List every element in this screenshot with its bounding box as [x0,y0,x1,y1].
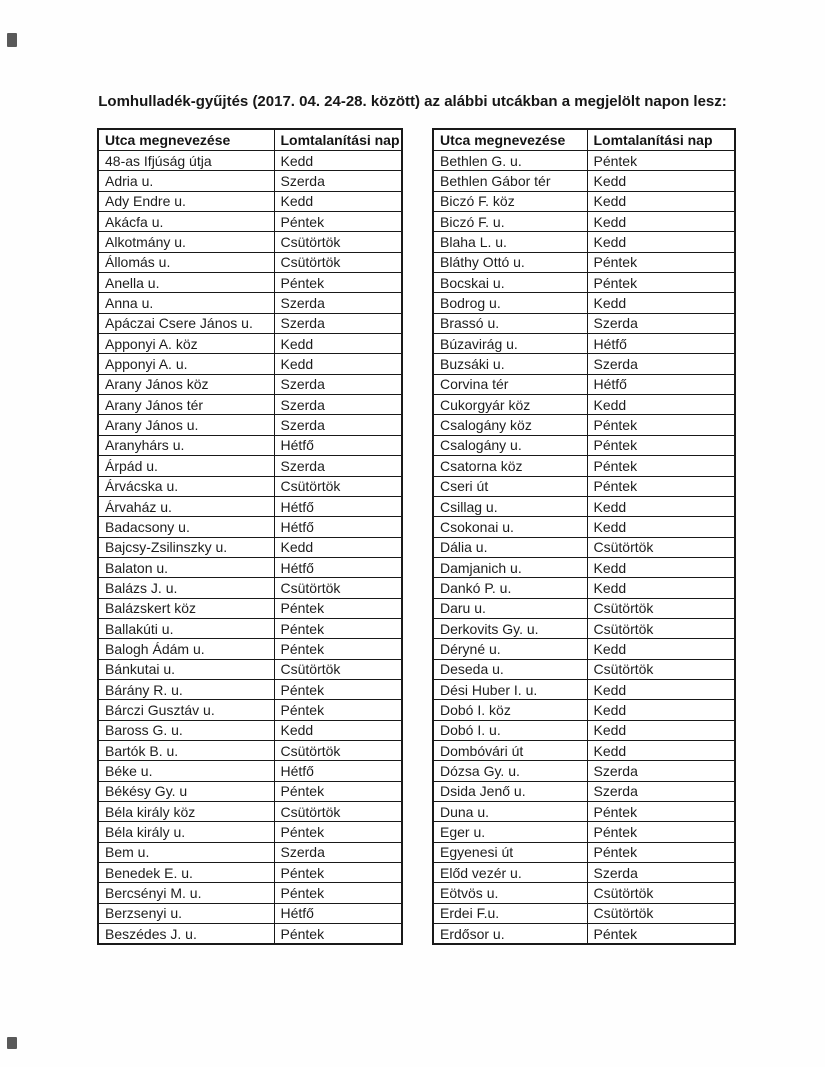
table-row [433,232,735,252]
table-row [98,781,402,801]
street-name-cell: Eger u. [433,822,587,842]
street-name-cell: Béla király köz [98,802,274,822]
table-row [98,863,402,883]
table-row [98,883,402,903]
collection-day-cell: Szerda [274,313,402,333]
table-row [98,578,402,598]
table-row [98,252,402,272]
collection-day-cell: Péntek [587,924,735,945]
table-row [98,191,402,211]
collection-day-cell: Csütörtök [587,659,735,679]
street-name-cell: Bánkutai u. [98,659,274,679]
collection-day-cell: Péntek [274,679,402,699]
collection-day-cell: Csütörtök [274,802,402,822]
table-row [433,883,735,903]
street-name-cell: Bárczi Gusztáv u. [98,700,274,720]
collection-day-cell: Péntek [587,435,735,455]
street-name-cell: Biczó F. köz [433,191,587,211]
table-row [433,618,735,638]
collection-day-cell: Péntek [274,618,402,638]
street-name-cell: Badacsony u. [98,517,274,537]
collection-day-cell: Péntek [587,273,735,293]
column-header-street: Utca megnevezése [98,129,274,151]
table-row [433,334,735,354]
table-row [433,435,735,455]
street-name-cell: Beszédes J. u. [98,924,274,945]
table-row [98,232,402,252]
table-row [433,151,735,171]
street-name-cell: Ady Endre u. [98,191,274,211]
collection-day-cell: Kedd [587,557,735,577]
table-row [98,700,402,720]
collection-day-cell: Kedd [587,212,735,232]
collection-day-cell: Szerda [587,863,735,883]
collection-day-cell: Kedd [587,578,735,598]
street-name-cell: Derkovits Gy. u. [433,618,587,638]
collection-day-cell: Kedd [274,537,402,557]
table-row [433,802,735,822]
street-name-cell: Alkotmány u. [98,232,274,252]
street-name-cell: Bocskai u. [433,273,587,293]
header-row [433,129,735,151]
collection-day-cell: Kedd [274,354,402,374]
street-name-cell: Cukorgyár köz [433,395,587,415]
street-name-cell: Aranyhárs u. [98,435,274,455]
collection-day-cell: Csütörtök [274,740,402,760]
street-name-cell: Akácfa u. [98,212,274,232]
street-name-cell: Deseda u. [433,659,587,679]
collection-day-cell: Csütörtök [274,252,402,272]
collection-day-cell: Péntek [587,822,735,842]
schedule-table-right [432,128,736,945]
street-name-cell: Arany János tér [98,395,274,415]
table-row [433,273,735,293]
table-row [98,151,402,171]
table-row [98,679,402,699]
table-row [98,171,402,191]
collection-day-cell: Péntek [587,842,735,862]
street-name-cell: Béke u. [98,761,274,781]
table-row [433,537,735,557]
table-row [98,639,402,659]
street-name-cell: Benedek E. u. [98,863,274,883]
schedule-tables [97,128,736,945]
collection-day-cell: Kedd [587,639,735,659]
collection-day-cell: Péntek [274,639,402,659]
table-row [98,273,402,293]
table-row [98,374,402,394]
street-name-cell: Csalogány u. [433,435,587,455]
table-row [433,924,735,945]
table-row [98,456,402,476]
collection-day-cell: Péntek [587,456,735,476]
collection-day-cell: Péntek [274,273,402,293]
street-name-cell: Anna u. [98,293,274,313]
table-row [433,598,735,618]
street-name-cell: Balázskert köz [98,598,274,618]
collection-day-cell: Szerda [274,374,402,394]
table-row [98,496,402,516]
collection-day-cell: Hétfő [274,435,402,455]
collection-day-cell: Kedd [274,191,402,211]
collection-day-cell: Csütörtök [587,903,735,923]
street-name-cell: Dsida Jenő u. [433,781,587,801]
collection-day-cell: Kedd [587,700,735,720]
column-header-day: Lomtalanítási nap [274,129,402,151]
street-name-cell: Bethlen Gábor tér [433,171,587,191]
collection-day-cell: Csütörtök [587,598,735,618]
street-name-cell: Anella u. [98,273,274,293]
street-name-cell: Előd vezér u. [433,863,587,883]
street-name-cell: Arany János u. [98,415,274,435]
table-row [98,924,402,945]
column-header-day: Lomtalanítási nap [587,129,735,151]
table-row [433,781,735,801]
street-name-cell: Damjanich u. [433,557,587,577]
collection-day-cell: Csütörtök [587,883,735,903]
collection-day-cell: Kedd [587,740,735,760]
collection-day-cell: Péntek [274,212,402,232]
street-name-cell: Erdősor u. [433,924,587,945]
table-row [433,456,735,476]
table-row [433,252,735,272]
street-name-cell: Balaton u. [98,557,274,577]
collection-day-cell: Péntek [274,781,402,801]
collection-day-cell: Hétfő [587,374,735,394]
collection-day-cell: Kedd [587,517,735,537]
street-name-cell: Csillag u. [433,496,587,516]
collection-day-cell: Hétfő [274,903,402,923]
table-row [98,334,402,354]
street-name-cell: Bodrog u. [433,293,587,313]
street-name-cell: Apponyi A. köz [98,334,274,354]
street-name-cell: Békésy Gy. u [98,781,274,801]
collection-day-cell: Hétfő [274,557,402,577]
collection-day-cell: Szerda [274,842,402,862]
street-name-cell: Csatorna köz [433,456,587,476]
collection-day-cell: Kedd [274,151,402,171]
table-row [98,395,402,415]
street-name-cell: Ballakúti u. [98,618,274,638]
schedule-table-left [97,128,403,945]
collection-day-cell: Péntek [274,700,402,720]
table-row [433,761,735,781]
table-row [98,740,402,760]
street-name-cell: Bárány R. u. [98,679,274,699]
collection-day-cell: Péntek [587,802,735,822]
table-row [433,212,735,232]
table-row [98,903,402,923]
table-row [98,313,402,333]
street-name-cell: Eötvös u. [433,883,587,903]
street-name-cell: Bethlen G. u. [433,151,587,171]
collection-day-cell: Szerda [587,354,735,374]
collection-day-cell: Szerda [587,761,735,781]
collection-day-cell: Kedd [587,191,735,211]
street-name-cell: Bercsényi M. u. [98,883,274,903]
table-row [433,842,735,862]
collection-day-cell: Kedd [587,395,735,415]
collection-day-cell: Hétfő [587,334,735,354]
table-row [433,659,735,679]
table-row [433,374,735,394]
collection-day-cell: Kedd [587,679,735,699]
street-name-cell: Dankó P. u. [433,578,587,598]
street-name-cell: Dési Huber I. u. [433,679,587,699]
street-name-cell: Bem u. [98,842,274,862]
table-row [433,903,735,923]
table-row [433,679,735,699]
table-row [433,557,735,577]
street-name-cell: Dobó I. köz [433,700,587,720]
street-name-cell: Egyenesi út [433,842,587,862]
table-row [98,618,402,638]
table-row [98,842,402,862]
table-row [98,761,402,781]
collection-day-cell: Hétfő [274,496,402,516]
collection-day-cell: Szerda [274,171,402,191]
collection-day-cell: Csütörtök [274,578,402,598]
collection-day-cell: Csütörtök [274,476,402,496]
scan-artifact-mark [7,33,17,47]
street-name-cell: Béla király u. [98,822,274,842]
street-name-cell: Berzsenyi u. [98,903,274,923]
street-name-cell: Apponyi A. u. [98,354,274,374]
street-name-cell: Balázs J. u. [98,578,274,598]
street-name-cell: Bajcsy-Zsilinszky u. [98,537,274,557]
table-row [98,802,402,822]
collection-day-cell: Szerda [274,456,402,476]
table-row [433,354,735,374]
street-name-cell: Búzavirág u. [433,334,587,354]
collection-day-cell: Kedd [587,171,735,191]
table-row [433,191,735,211]
collection-day-cell: Péntek [274,924,402,945]
street-name-cell: Dobó I. u. [433,720,587,740]
collection-day-cell: Szerda [274,293,402,313]
street-name-cell: Corvina tér [433,374,587,394]
table-row [98,557,402,577]
street-name-cell: Déryné u. [433,639,587,659]
column-header-street: Utca megnevezése [433,129,587,151]
table-row [433,415,735,435]
collection-day-cell: Péntek [587,151,735,171]
table-row [98,354,402,374]
collection-day-cell: Péntek [587,252,735,272]
street-name-cell: Adria u. [98,171,274,191]
street-name-cell: Bláthy Ottó u. [433,252,587,272]
table-row [98,517,402,537]
collection-day-cell: Kedd [274,720,402,740]
street-name-cell: Csokonai u. [433,517,587,537]
collection-day-cell: Csütörtök [587,537,735,557]
collection-day-cell: Kedd [587,496,735,516]
collection-day-cell: Szerda [274,415,402,435]
scan-artifact-mark [7,1037,17,1049]
table-row [98,720,402,740]
street-name-cell: Cseri út [433,476,587,496]
table-row [98,537,402,557]
collection-day-cell: Péntek [274,822,402,842]
table-row [433,578,735,598]
document-title: Lomhulladék-gyűjtés (2017. 04. 24-28. között) az alábbi utcákban a megjelölt napon lesz: [98,93,727,110]
table-row [433,822,735,842]
street-name-cell: Árvácska u. [98,476,274,496]
street-name-cell: 48-as Ifjúság útja [98,151,274,171]
street-name-cell: Baross G. u. [98,720,274,740]
table-row [433,863,735,883]
table-row [433,293,735,313]
table-row [433,517,735,537]
collection-day-cell: Hétfő [274,517,402,537]
header-row [98,129,402,151]
table-row [98,822,402,842]
table-row [433,700,735,720]
table-row [433,496,735,516]
street-name-cell: Dózsa Gy. u. [433,761,587,781]
table-row [98,659,402,679]
street-name-cell: Erdei F.u. [433,903,587,923]
table-row [98,476,402,496]
collection-day-cell: Péntek [587,476,735,496]
table-row [433,313,735,333]
street-name-cell: Állomás u. [98,252,274,272]
collection-day-cell: Szerda [587,781,735,801]
collection-day-cell: Hétfő [274,761,402,781]
street-name-cell: Árpád u. [98,456,274,476]
collection-day-cell: Csütörtök [274,232,402,252]
table-row [98,435,402,455]
table-row [433,476,735,496]
street-name-cell: Apáczai Csere János u. [98,313,274,333]
street-name-cell: Daru u. [433,598,587,618]
table-row [433,740,735,760]
collection-day-cell: Kedd [587,232,735,252]
table-row [433,639,735,659]
street-name-cell: Bartók B. u. [98,740,274,760]
collection-day-cell: Péntek [587,415,735,435]
street-name-cell: Dália u. [433,537,587,557]
street-name-cell: Balogh Ádám u. [98,639,274,659]
collection-day-cell: Kedd [587,293,735,313]
collection-day-cell: Kedd [587,720,735,740]
collection-day-cell: Péntek [274,598,402,618]
collection-day-cell: Szerda [274,395,402,415]
street-name-cell: Árvaház u. [98,496,274,516]
collection-day-cell: Szerda [587,313,735,333]
street-name-cell: Brassó u. [433,313,587,333]
street-name-cell: Csalogány köz [433,415,587,435]
table-row [433,171,735,191]
street-name-cell: Blaha L. u. [433,232,587,252]
street-name-cell: Duna u. [433,802,587,822]
table-row [433,720,735,740]
table-row [98,598,402,618]
street-name-cell: Dombóvári út [433,740,587,760]
table-row [98,212,402,232]
collection-day-cell: Kedd [274,334,402,354]
table-row [98,293,402,313]
table-row [98,415,402,435]
street-name-cell: Arany János köz [98,374,274,394]
table-row [433,395,735,415]
collection-day-cell: Csütörtök [587,618,735,638]
street-name-cell: Buzsáki u. [433,354,587,374]
street-name-cell: Biczó F. u. [433,212,587,232]
collection-day-cell: Péntek [274,883,402,903]
collection-day-cell: Csütörtök [274,659,402,679]
collection-day-cell: Péntek [274,863,402,883]
